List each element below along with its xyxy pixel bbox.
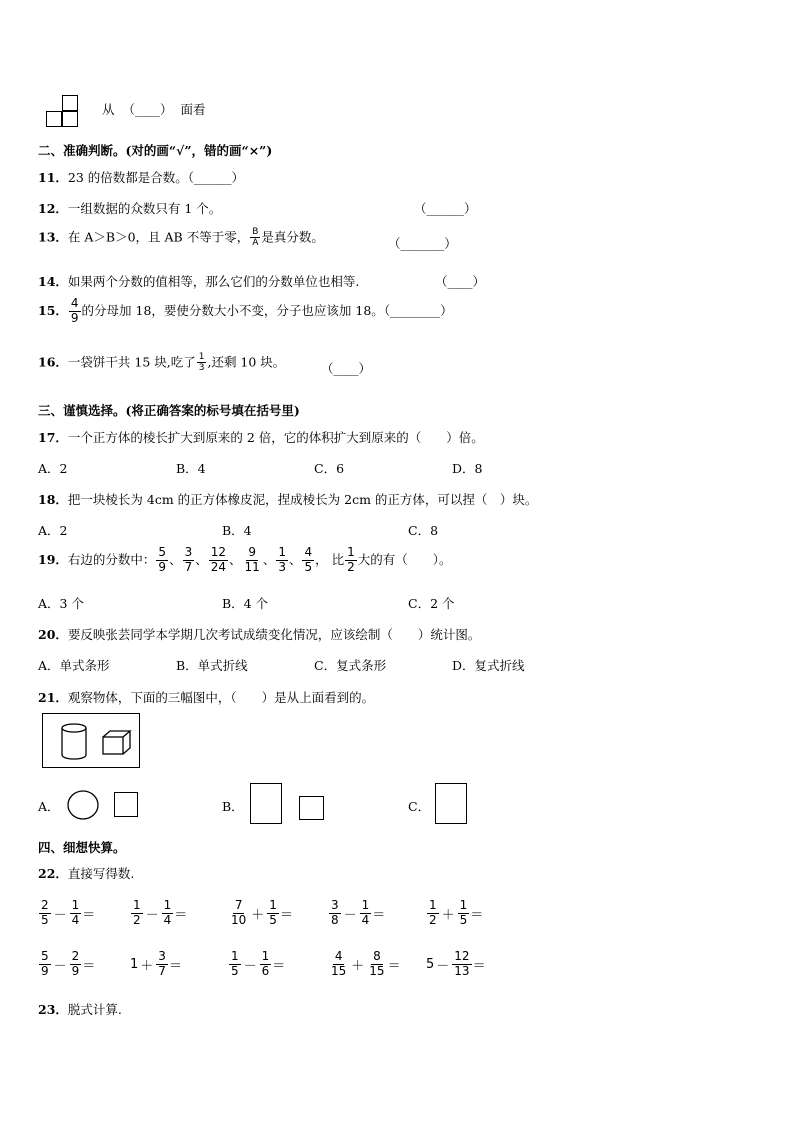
question-14-bracket: （____）: [435, 274, 486, 289]
q20-option-b: B．单式折线: [176, 658, 248, 673]
question-11: 11．23 的倍数都是合数。（______）: [38, 170, 245, 185]
fraction: 1 5: [269, 898, 277, 927]
fraction: 3 7: [158, 949, 166, 978]
fraction: $\frac{4}{9}$: [70, 296, 79, 325]
equation: 1 2 ＋ 1 5 ＝: [429, 898, 484, 927]
q20-option-c: C．复式条形: [314, 658, 387, 673]
fraction: 2 5: [41, 898, 49, 927]
square-icon: [114, 792, 138, 817]
q21-option-a: A．: [38, 799, 60, 814]
question-20: 20．要反映张芸同学本学期几次考试成绩变化情况，应该绘制（ ）统计图。: [38, 627, 481, 642]
q19-option-b: B．4 个: [222, 596, 269, 611]
top-view-figure: [46, 95, 86, 131]
fraction: 1 4: [163, 898, 172, 927]
fraction: 1 2: [133, 898, 141, 927]
question-23: 23．脱式计算.: [38, 1002, 122, 1017]
question-19: 19．右边的分数中： $\frac{5}{9}$ 、 $\frac{3}{7}$ 、 $\frac{12}{24}$ 、 $\frac{9}{11}$ 、 $\frac{1}{3}$ 、 $\frac{4}{5}$ ， 比 $\frac{1}{2}$ 大的有（ ）。: [38, 545, 452, 574]
question-14: 14．如果两个分数的值相等，那么它们的分数单位也相等.: [38, 274, 360, 289]
circle-icon: [66, 789, 100, 821]
fraction: 1 5: [231, 949, 239, 978]
question-13-bracket: （_______）: [388, 236, 457, 251]
question-12: 12．一组数据的众数只有 1 个。: [38, 201, 222, 216]
fraction: $\frac{B}{A}$: [252, 227, 259, 249]
fraction: 4 15: [331, 949, 347, 978]
equation: 2 5 － 1 4 ＝: [41, 898, 96, 927]
cylinder-icon: [59, 722, 89, 762]
fraction: 1 4: [361, 898, 370, 927]
equation: 7 10 ＋ 1 5 ＝: [231, 898, 293, 927]
question-12-bracket: （______）: [414, 201, 477, 216]
equation: 1 5 － 1 6 ＝: [231, 949, 286, 978]
top-view-label: 从 （____） 面看: [102, 102, 206, 117]
tall-rectangle-icon: [435, 783, 467, 824]
question-15: 15． $\frac{4}{9}$ 的分母加 18，要使分数大小不变，分子也应该加 18。（________）: [38, 296, 453, 325]
fraction: $\frac{12}{24}$: [210, 545, 227, 574]
section4-title: 四、细想快算。: [38, 840, 126, 855]
equation: 3 8 － 1 4 ＝: [331, 898, 386, 927]
q21-option-c: C．: [408, 799, 431, 814]
fraction: 3 8: [331, 898, 339, 927]
q18-option-a: A．2: [38, 523, 68, 538]
q17-option-b: B．4: [176, 461, 206, 476]
question-16: 16．一袋饼干共 15 块,吃了 $\frac{1}{3}$ ,还剩 10 块。: [38, 352, 286, 374]
q19-option-a: A．3 个: [38, 596, 84, 611]
fraction: 8 15: [369, 949, 385, 978]
q20-option-a: A．单式条形: [38, 658, 110, 673]
question-22: 22．直接写得数.: [38, 866, 135, 881]
q20-option-d: D．复式折线: [452, 658, 525, 673]
q17-option-c: C．6: [314, 461, 345, 476]
fraction: 5 9: [41, 949, 49, 978]
fraction: 1 4: [71, 898, 80, 927]
equation: 1 ＋ 3 7 ＝: [130, 949, 182, 978]
equation: 5 － 12 13 ＝: [426, 949, 486, 978]
fraction: 12 13: [454, 949, 470, 978]
fraction: 7 10: [231, 898, 247, 927]
fraction: $\frac{1}{3}$: [198, 352, 205, 374]
square-icon: [299, 796, 324, 820]
question-13: 13．在 A＞B＞0，且 AB 不等于零， $\frac{B}{A}$ 是真分数。: [38, 227, 324, 249]
q21-objects-figure: [42, 713, 140, 768]
q19-fraction-list: $\frac{5}{9}$ 、 $\frac{3}{7}$ 、 $\frac{12}{24}$ 、 $\frac{9}{11}$ 、 $\frac{1}{3}$ 、 $\frac{4}{5}$: [158, 545, 313, 574]
q18-option-c: C．8: [408, 523, 439, 538]
fraction: $\frac{1}{2}$: [347, 545, 355, 574]
fraction: 1 5: [459, 898, 468, 927]
section3-title: 三、谨慎选择。(将正确答案的标号填在括号里): [38, 403, 300, 418]
fraction: $\frac{9}{11}$: [244, 545, 260, 574]
question-17: 17．一个正方体的棱长扩大到原来的 2 倍，它的体积扩大到原来的（ ）倍。: [38, 430, 484, 445]
section2-title: 二、准确判断。(对的画“√”，错的画“×”): [38, 143, 273, 158]
question-16-bracket: （____）: [321, 361, 372, 376]
fraction: 1 2: [429, 898, 437, 927]
equation: 5 9 － 2 9 ＝: [41, 949, 96, 978]
question-18: 18．把一块棱长为 4cm 的正方体橡皮泥，捏成棱长为 2cm 的正方体，可以捏（ ）块。: [38, 492, 538, 507]
fraction: $\frac{3}{7}$: [184, 545, 193, 574]
equation: 4 15 ＋ 8 15 ＝: [331, 949, 401, 978]
q17-option-d: D．8: [452, 461, 483, 476]
equation: 1 2 － 1 4 ＝: [133, 898, 188, 927]
tall-rectangle-icon: [250, 783, 282, 824]
fraction: 2 9: [71, 949, 80, 978]
q21-option-b: B．: [222, 799, 244, 814]
fraction: 1 6: [261, 949, 270, 978]
fraction: $\frac{1}{3}$: [278, 545, 286, 574]
fraction: $\frac{5}{9}$: [158, 545, 167, 574]
q18-option-b: B．4: [222, 523, 252, 538]
fraction: $\frac{4}{5}$: [304, 545, 313, 574]
question-21: 21．观察物体，下面的三幅图中，（ ）是从上面看到的。: [38, 690, 375, 705]
q17-option-a: A．2: [38, 461, 68, 476]
cube-icon: [101, 729, 133, 757]
q19-option-c: C．2 个: [408, 596, 455, 611]
